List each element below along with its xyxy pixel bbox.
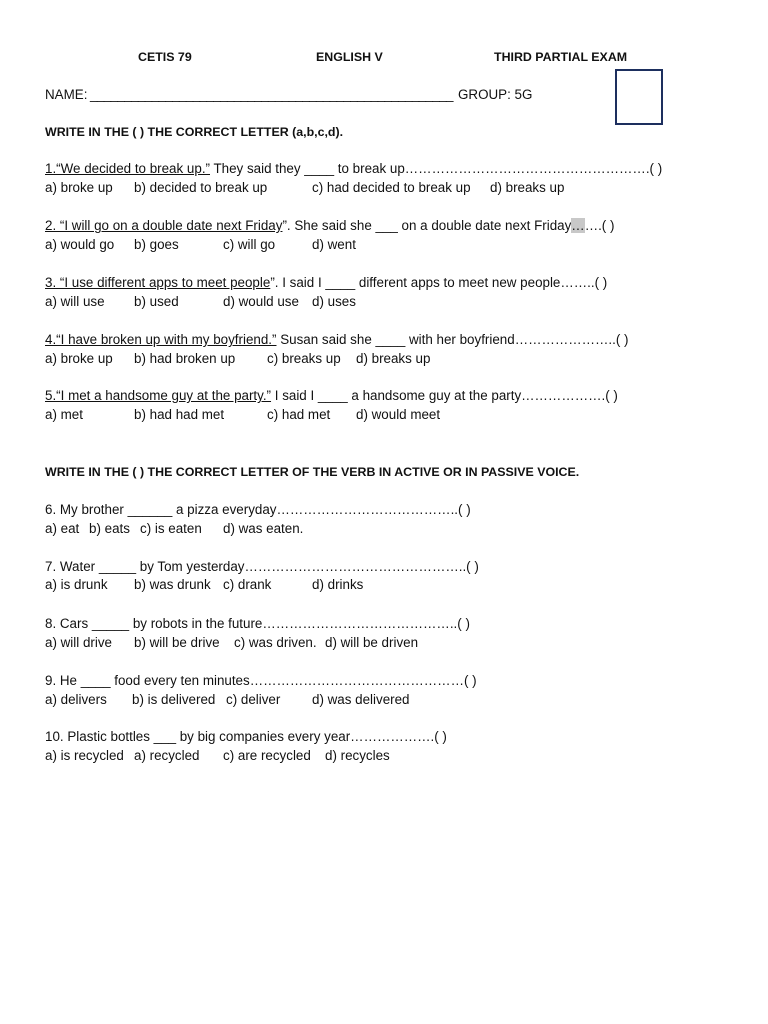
option: b) used — [134, 294, 179, 309]
option: c) was driven. — [234, 635, 317, 650]
option: d) would meet — [356, 407, 441, 422]
option: d) went — [312, 237, 356, 252]
question-7[interactable]: 7. Water _____ by Tom yesterday…………………………………………..( ) — [45, 559, 479, 574]
option: d) was delivered — [312, 692, 410, 707]
name-label: NAME: — [45, 87, 88, 102]
question-9[interactable]: 9. He ____ food every ten minutes…………………………………………( ) — [45, 673, 477, 688]
option: a) will use — [45, 294, 105, 309]
question-text[interactable]: Susan said she ____ with her boyfriend…………………..( ) — [276, 332, 629, 347]
option: d) was eaten. — [223, 521, 304, 536]
option: a) broke up — [45, 180, 113, 195]
option: c) will go — [223, 237, 276, 252]
option: b) decided to break up — [134, 180, 268, 195]
question-1 — [45, 161, 662, 177]
option: c) had decided to break up — [312, 180, 471, 195]
option: d) will be driven — [325, 635, 419, 650]
option: b) had had met — [134, 407, 225, 422]
option: d) would use — [223, 294, 299, 309]
grade-box[interactable] — [615, 69, 663, 125]
highlight-mark: … — [571, 218, 585, 233]
option: a) broke up — [45, 351, 113, 366]
option: b) is delivered — [132, 692, 216, 707]
section1-instruction: WRITE IN THE ( ) THE CORRECT LETTER (a,b,c,d). — [45, 125, 344, 139]
option: b) eats — [89, 521, 130, 536]
answer-blank[interactable]: ….( ) — [584, 218, 615, 233]
question-5 — [45, 388, 618, 404]
option: c) drank — [223, 577, 272, 592]
school-name: CETIS 79 — [138, 50, 192, 64]
option: b) had broken up — [134, 351, 236, 366]
question-6[interactable]: 6. My brother ______ a pizza everyday…………………………………..( ) — [45, 502, 471, 517]
exam-title: THIRD PARTIAL EXAM — [494, 50, 628, 64]
option: b) will be drive — [134, 635, 220, 650]
question-2 — [45, 218, 614, 234]
question-text[interactable]: ”. She said she ___ on a double date next Friday — [282, 218, 572, 233]
question-quote: 1.“We decided to break up.” — [45, 161, 210, 176]
question-8[interactable]: 8. Cars _____ by robots in the future……………………………………..( ) — [45, 616, 470, 631]
option: b) goes — [134, 237, 179, 252]
option: c) are recycled — [223, 748, 311, 763]
question-10[interactable]: 10. Plastic bottles ___ by big companies every year……………….( ) — [45, 729, 447, 744]
name-line[interactable]: _____________________________________________________ — [90, 87, 453, 102]
option: d) breaks up — [356, 351, 431, 366]
option: a) is drunk — [45, 577, 108, 592]
option: a) would go — [45, 237, 115, 252]
question-text[interactable]: I said I ____ a handsome guy at the party……………….( ) — [271, 388, 618, 403]
option: c) had met — [267, 407, 331, 422]
question-4 — [45, 332, 629, 348]
option: d) breaks up — [490, 180, 565, 195]
option: a) eat — [45, 521, 80, 536]
group-label: GROUP: 5G — [458, 87, 533, 102]
option: a) delivers — [45, 692, 107, 707]
question-quote: 5.“I met a handsome guy at the party.” — [45, 388, 272, 403]
option: c) breaks up — [267, 351, 341, 366]
option: a) will drive — [45, 635, 112, 650]
option: d) uses — [312, 294, 356, 309]
option: d) drinks — [312, 577, 364, 592]
question-text[interactable]: They said they ____ to break up……………………………………………….( ) — [210, 161, 663, 176]
option: a) is recycled — [45, 748, 124, 763]
question-quote: 2. “I will go on a double date next Friday — [45, 218, 283, 233]
option: c) deliver — [226, 692, 281, 707]
option: a) met — [45, 407, 83, 422]
option: c) is eaten — [140, 521, 202, 536]
section2-instruction: WRITE IN THE ( ) THE CORRECT LETTER OF THE VERB IN ACTIVE OR IN PASSIVE VOICE. — [45, 465, 580, 479]
option: d) recycles — [325, 748, 390, 763]
option: b) was drunk — [134, 577, 211, 592]
option: a) recycled — [134, 748, 200, 763]
question-3 — [45, 275, 607, 291]
question-quote: 3. “I use different apps to meet people — [45, 275, 271, 290]
question-quote: 4.“I have broken up with my boyfriend.” — [45, 332, 277, 347]
question-text[interactable]: ”. I said I ____ different apps to meet new people……..( ) — [270, 275, 608, 290]
subject-title: ENGLISH V — [316, 50, 383, 64]
